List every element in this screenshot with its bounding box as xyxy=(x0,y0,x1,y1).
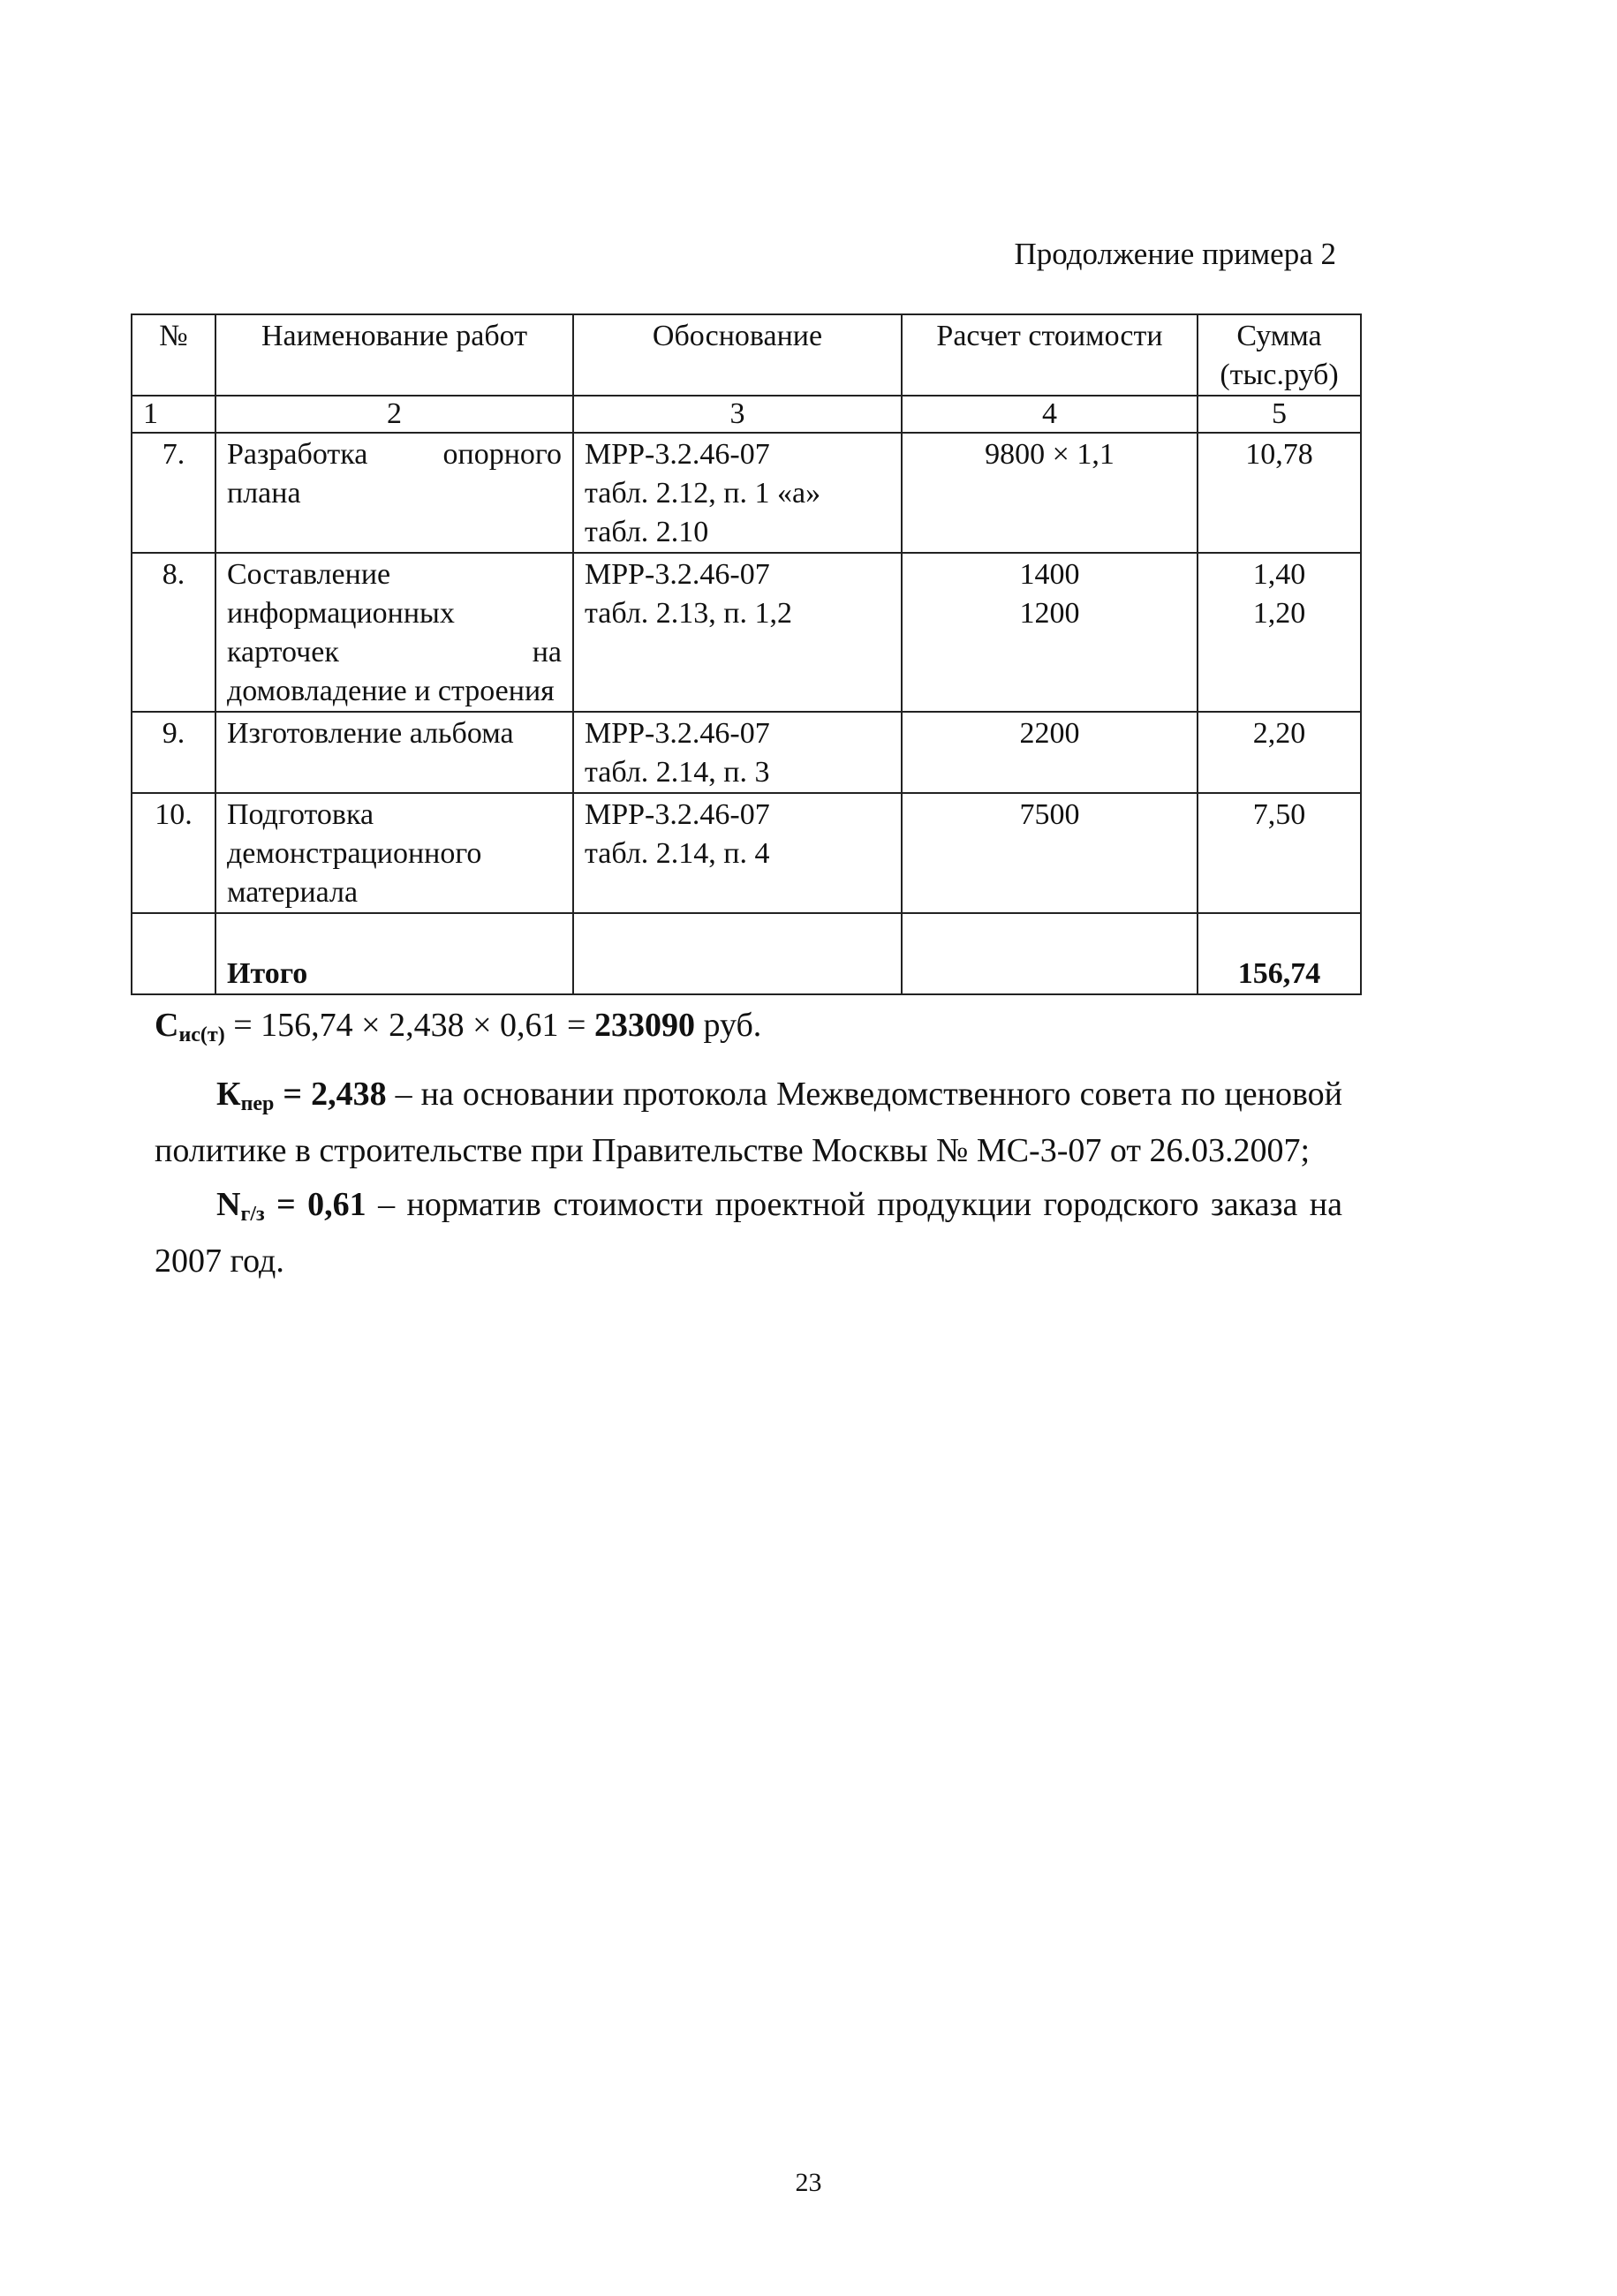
row-number: 9. xyxy=(132,712,215,793)
cost-subscript: ис(т) xyxy=(178,1023,225,1046)
basis-line: табл. 2.14, п. 3 xyxy=(585,756,770,789)
k-per-value: = 2,438 xyxy=(274,1076,387,1113)
sum-cell xyxy=(1198,793,1361,913)
sum-line: 1,40 xyxy=(1252,558,1306,591)
calc-line: 1200 xyxy=(1019,597,1080,630)
column-number: 5 xyxy=(1198,396,1361,433)
total-empty-cell xyxy=(902,913,1198,994)
column-numbers-row xyxy=(132,396,1361,433)
calc-line: 9800 × 1,1 xyxy=(985,438,1115,471)
k-per-text: – на основании протокола Межведомственного совета по ценовой политике в строительстве при Правительстве Москвы № МС-3-07 от 26.03.2007; xyxy=(155,1076,1342,1169)
cost-unit: руб. xyxy=(694,1007,762,1044)
calc-cell xyxy=(902,433,1198,553)
row-number: 8. xyxy=(132,553,215,712)
formulas-block xyxy=(155,1002,1342,1285)
work-name: Разработка опорного плана xyxy=(215,433,573,553)
total-empty-cell xyxy=(132,913,215,994)
work-name: Подготовка демонстрационного материала xyxy=(215,793,573,913)
basis-line: табл. 2.13, п. 1,2 xyxy=(585,597,792,630)
total-empty-cell xyxy=(573,913,902,994)
basis-line: МРР-3.2.46-07 xyxy=(585,798,770,831)
column-header-number: № xyxy=(132,314,215,396)
work-name: Составление информационных карточек на домовладение и строения xyxy=(215,553,573,712)
total-row xyxy=(132,913,1361,994)
k-per-subscript: пер xyxy=(240,1092,275,1115)
cost-expression: = 156,74 × 2,438 × 0,61 = xyxy=(224,1007,594,1044)
table-row xyxy=(132,433,1361,553)
n-gz-value: = 0,61 xyxy=(264,1186,366,1223)
works-table xyxy=(131,313,1362,995)
k-per-symbol: К xyxy=(216,1076,241,1113)
column-header-work-name: Наименование работ xyxy=(215,314,573,396)
column-header-sum: Сумма (тыс.руб) xyxy=(1198,314,1361,396)
k-per-paragraph xyxy=(155,1071,1342,1174)
basis-cell xyxy=(573,793,902,913)
n-gz-paragraph xyxy=(155,1182,1342,1285)
column-header-basis: Обоснование xyxy=(573,314,902,396)
total-sum: 156,74 xyxy=(1198,913,1361,994)
sum-line: 7,50 xyxy=(1252,798,1306,831)
column-number: 1 xyxy=(132,396,215,433)
basis-cell xyxy=(573,712,902,793)
cost-result: 233090 xyxy=(593,1007,695,1044)
basis-line: табл. 2.14, п. 4 xyxy=(585,837,770,870)
basis-line: МРР-3.2.46-07 xyxy=(585,438,770,471)
column-number: 3 xyxy=(573,396,902,433)
calc-cell xyxy=(902,793,1198,913)
n-gz-text: – норматив стоимости проектной продукции городского заказа на 2007 год. xyxy=(155,1186,1342,1280)
column-number: 4 xyxy=(902,396,1198,433)
calc-line: 1400 xyxy=(1019,558,1080,591)
sum-cell xyxy=(1198,712,1361,793)
basis-line: табл. 2.12, п. 1 «а» xyxy=(585,477,821,510)
row-number: 10. xyxy=(132,793,215,913)
calc-line: 7500 xyxy=(1019,798,1080,831)
basis-line: табл. 2.10 xyxy=(585,516,709,548)
column-header-calculation: Расчет стоимости xyxy=(902,314,1198,396)
cost-formula xyxy=(155,1002,1342,1059)
continuation-label: Продолжение примера 2 xyxy=(1014,237,1336,271)
table-row xyxy=(132,793,1361,913)
n-gz-subscript: г/з xyxy=(240,1203,265,1226)
basis-line: МРР-3.2.46-07 xyxy=(585,717,770,750)
sum-cell xyxy=(1198,433,1361,553)
calc-cell xyxy=(902,712,1198,793)
basis-cell xyxy=(573,553,902,712)
row-number: 7. xyxy=(132,433,215,553)
calc-line: 2200 xyxy=(1019,717,1080,750)
sum-line: 2,20 xyxy=(1252,717,1306,750)
sum-line: 10,78 xyxy=(1245,438,1313,471)
column-number: 2 xyxy=(215,396,573,433)
basis-line: МРР-3.2.46-07 xyxy=(585,558,770,591)
work-name: Изготовление альбома xyxy=(215,712,573,793)
page-number: 23 xyxy=(795,2168,822,2197)
table-row xyxy=(132,553,1361,712)
sum-cell xyxy=(1198,553,1361,712)
n-gz-symbol: N xyxy=(216,1186,241,1223)
total-label: Итого xyxy=(215,913,573,994)
table-row xyxy=(132,712,1361,793)
sum-line: 1,20 xyxy=(1252,597,1306,630)
calc-cell xyxy=(902,553,1198,712)
cost-symbol: С xyxy=(155,1007,179,1044)
basis-cell xyxy=(573,433,902,553)
table-header-row xyxy=(132,314,1361,396)
